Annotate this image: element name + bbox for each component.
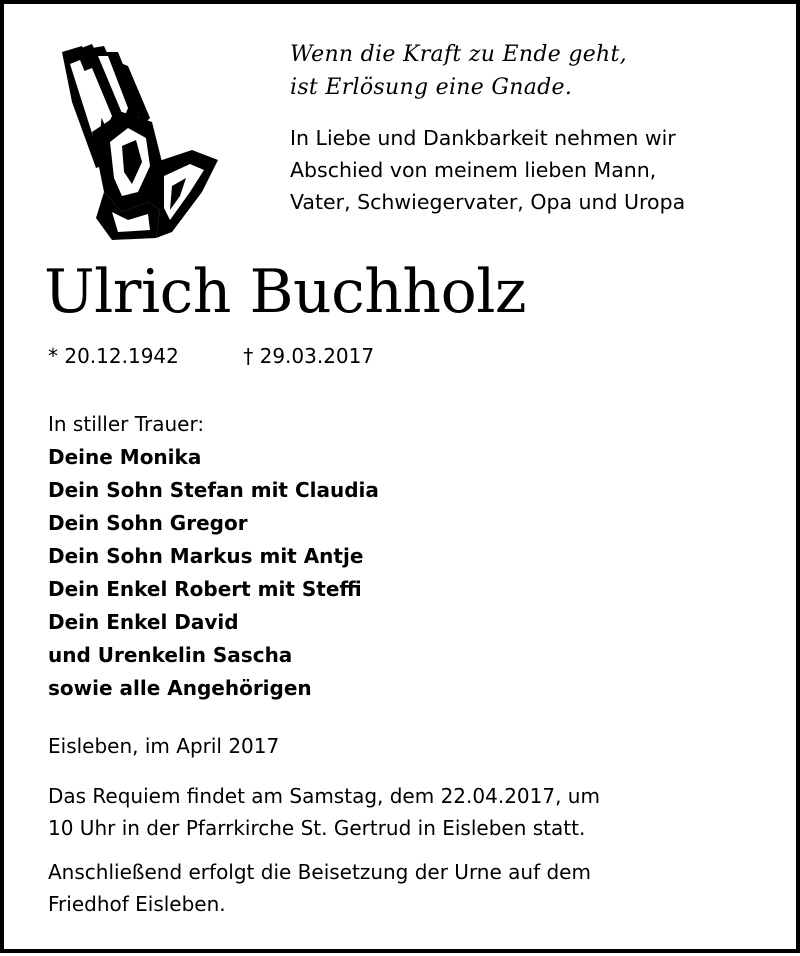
mourner-name: und Urenkelin Sascha bbox=[48, 643, 293, 667]
intro-line: Vater, Schwiegervater, Opa und Uropa bbox=[290, 190, 686, 214]
deceased-name: Ulrich Buchholz bbox=[44, 257, 526, 327]
intro-line: Abschied von meinem lieben Mann, bbox=[290, 158, 657, 182]
mourner-name: sowie alle Angehörigen bbox=[48, 676, 312, 700]
requiem-line: 10 Uhr in der Pfarrkirche St. Gertrud in Eisleben statt. bbox=[48, 816, 586, 840]
mourner-name: Dein Sohn Markus mit Antje bbox=[48, 544, 364, 568]
mourner-name: Dein Sohn Stefan mit Claudia bbox=[48, 478, 379, 502]
intro-text bbox=[290, 122, 685, 218]
quote-text bbox=[290, 38, 627, 104]
praying-hands-icon bbox=[52, 42, 222, 242]
requiem-info bbox=[48, 780, 600, 844]
requiem-line: Das Requiem findet am Samstag, dem 22.04.2017, um bbox=[48, 784, 600, 808]
burial-line: Friedhof Eisleben. bbox=[48, 892, 226, 916]
burial-line: Anschließend erfolgt die Beisetzung der Urne auf dem bbox=[48, 860, 591, 884]
quote-line: ist Erlösung eine Gnade. bbox=[290, 75, 573, 100]
death-date: † 29.03.2017 bbox=[243, 344, 375, 368]
mourner-name: Dein Enkel Robert mit Steffi bbox=[48, 577, 362, 601]
life-dates bbox=[48, 340, 374, 372]
birth-date: * 20.12.1942 bbox=[48, 344, 179, 368]
intro-line: In Liebe und Dankbarkeit nehmen wir bbox=[290, 126, 676, 150]
mourners-list bbox=[48, 408, 379, 705]
mourner-name: Dein Enkel David bbox=[48, 610, 239, 634]
mourner-name: Dein Sohn Gregor bbox=[48, 511, 248, 535]
quote-line: Wenn die Kraft zu Ende geht, bbox=[290, 42, 627, 67]
mourner-name: Deine Monika bbox=[48, 445, 202, 469]
place-date: Eisleben, im April 2017 bbox=[48, 734, 280, 758]
mourners-heading: In stiller Trauer: bbox=[48, 412, 205, 436]
burial-info bbox=[48, 856, 591, 920]
